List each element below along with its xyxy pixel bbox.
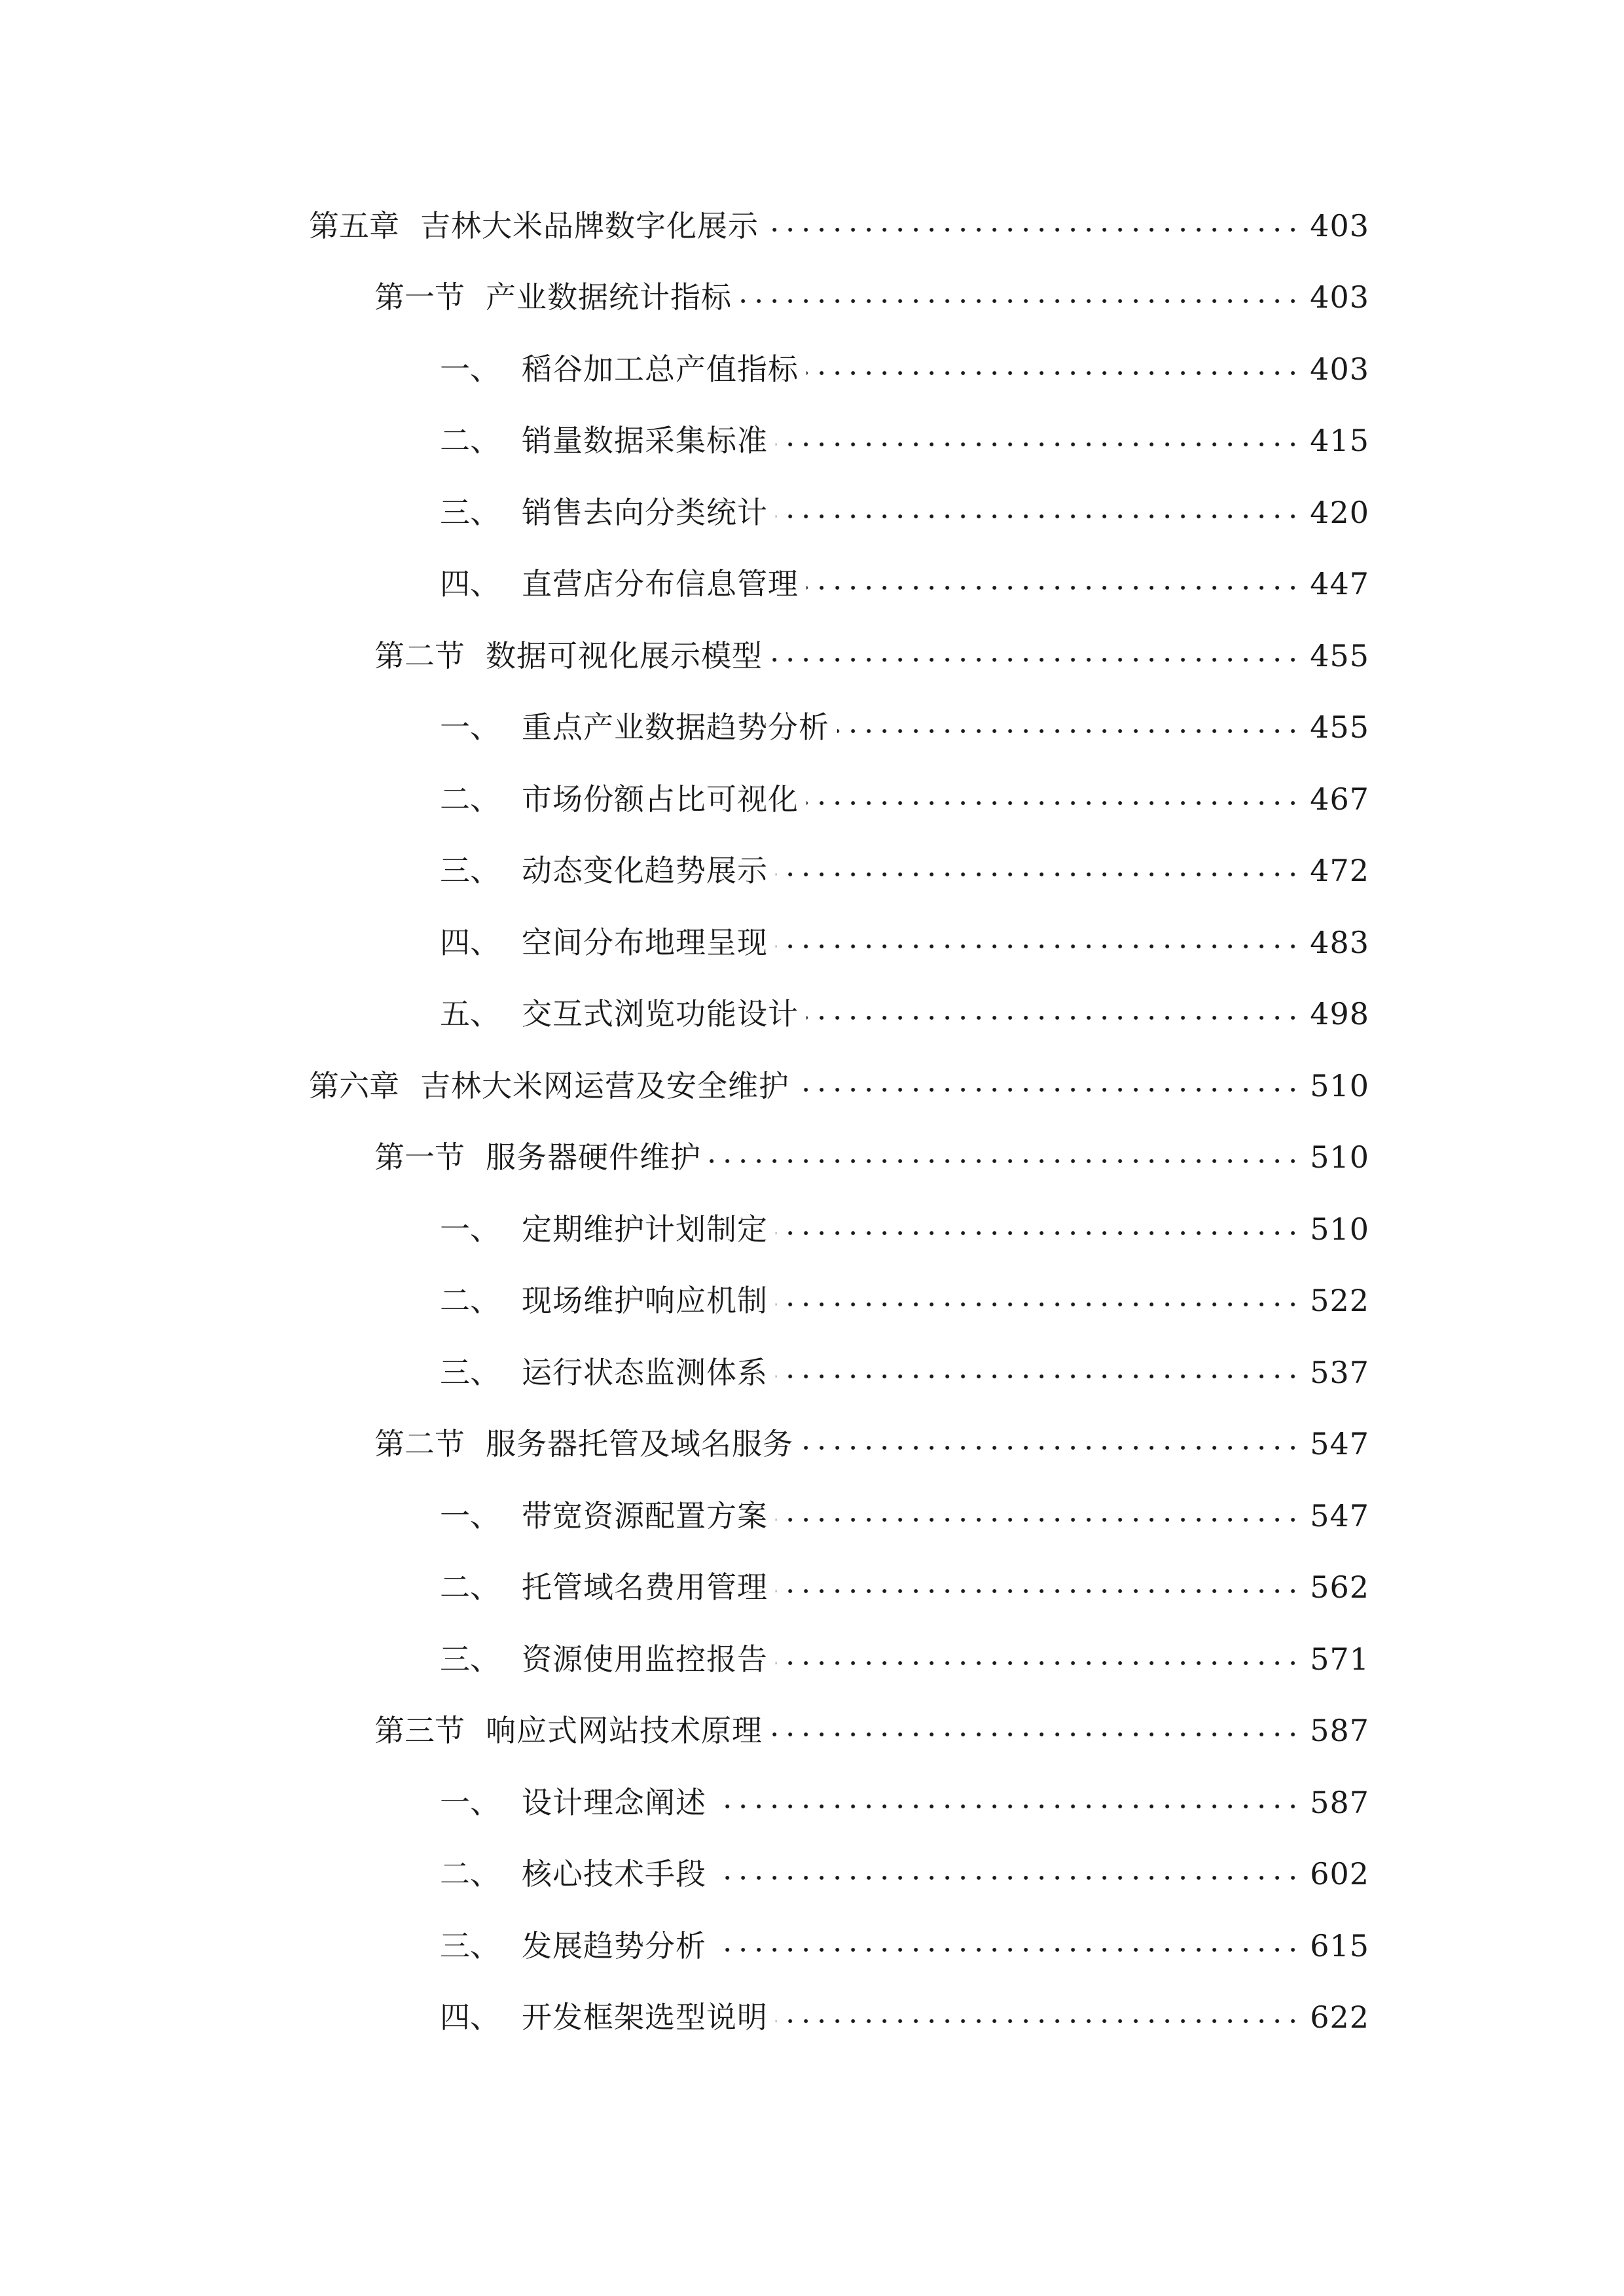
toc-subsection-entry[interactable] [0,978,1624,1050]
toc-subsection-entry[interactable] [0,1767,1624,1839]
dot-leader [740,282,1301,312]
dot-leader [837,712,1301,742]
toc-entry-page-number: 403 [1310,351,1369,387]
toc-entry-title: 托管域名费用管理 [522,1570,768,1605]
toc-entry-title: 设计理念阐述 [522,1784,706,1820]
toc-entry-number: 四、 [440,924,500,960]
toc-entry-number: 三、 [440,1641,500,1677]
toc-entry-line [440,835,1369,907]
toc-subsection-entry[interactable] [0,333,1624,405]
toc-entry-page-number: 472 [1310,853,1369,889]
toc-entry-number: 一、 [440,1498,500,1534]
toc-entry-title: 交互式浏览功能设计 [522,996,799,1032]
toc-entry-line [440,1767,1369,1839]
dot-leader [714,1931,1301,1961]
toc-subsection-entry[interactable] [0,692,1624,764]
toc-entry-title: 资源使用监控报告 [522,1641,768,1677]
dot-leader [776,425,1301,456]
dot-leader [797,1071,1301,1101]
toc-entry-number: 二、 [440,1283,500,1319]
dot-leader [806,784,1301,814]
toc-entry-title: 开发框架选型说明 [522,2000,768,2036]
toc-entry-page-number: 403 [1310,207,1369,243]
dot-leader [709,1142,1301,1172]
toc-entry-page-number: 415 [1310,423,1369,459]
toc-entry-page-number: 537 [1310,1354,1369,1390]
dot-leader [801,1429,1301,1459]
dot-leader [770,1715,1301,1746]
toc-subsection-entry[interactable] [0,1480,1624,1552]
dot-leader [776,1572,1301,1602]
toc-entry-title: 吉林大米品牌数字化展示 [420,207,759,243]
toc-entry-title: 销量数据采集标准 [522,423,768,459]
toc-entry-page-number: 510 [1310,1211,1369,1247]
toc-entry-line [374,1408,1369,1480]
toc-entry-page-number: 510 [1310,1139,1369,1175]
dot-leader [806,354,1301,384]
toc-entry-number: 第一节 [374,279,465,315]
dot-leader [776,1214,1301,1244]
dot-leader [714,1859,1301,1889]
toc-subsection-entry[interactable] [0,476,1624,548]
toc-entry-number: 第二节 [374,1426,465,1462]
toc-subsection-entry[interactable] [0,1839,1624,1910]
toc-entry-line [440,1839,1369,1910]
toc-entry-number: 二、 [440,423,500,459]
toc-entry-number: 一、 [440,1784,500,1820]
toc-entry-title: 动态变化趋势展示 [522,853,768,889]
toc-entry-line [440,978,1369,1050]
toc-entry-title: 定期维护计划制定 [522,1211,768,1247]
toc-entry-number: 四、 [440,2000,500,2036]
dot-leader [776,1285,1301,1316]
table-of-contents [0,190,1624,2053]
toc-entry-title: 重点产业数据趋势分析 [522,709,829,745]
toc-entry-line [440,1336,1369,1408]
toc-entry-line [374,262,1369,334]
toc-entry-title: 发展趋势分析 [522,1928,706,1964]
toc-entry-title: 运行状态监测体系 [522,1354,768,1390]
toc-entry-page-number: 483 [1310,924,1369,960]
toc-entry-line [440,1910,1369,1982]
toc-entry-number: 三、 [440,1354,500,1390]
toc-entry-title: 带宽资源配置方案 [522,1498,768,1534]
toc-entry-line [440,1982,1369,2054]
toc-entry-line [309,190,1369,262]
toc-entry-page-number: 547 [1310,1498,1369,1534]
toc-entry-line [440,548,1369,620]
toc-entry-number: 一、 [440,1211,500,1247]
toc-subsection-entry[interactable] [0,405,1624,477]
toc-entry-line [309,1050,1369,1122]
toc-entry-title: 吉林大米网运营及安全维护 [420,1067,789,1103]
toc-entry-line [440,405,1369,477]
toc-entry-number: 第一节 [374,1139,465,1175]
toc-entry-title: 响应式网站技术原理 [486,1713,763,1749]
toc-entry-page-number: 467 [1310,781,1369,817]
toc-entry-number: 第三节 [374,1713,465,1749]
toc-entry-number: 第六章 [309,1067,399,1103]
dot-leader [714,1787,1301,1818]
toc-entry-title: 空间分布地理呈现 [522,924,768,960]
toc-entry-line [440,1480,1369,1552]
toc-subsection-entry[interactable] [0,1193,1624,1265]
toc-subsection-entry[interactable] [0,763,1624,835]
dot-leader [770,641,1301,671]
toc-subsection-entry[interactable] [0,1336,1624,1408]
toc-entry-title: 服务器托管及域名服务 [486,1426,793,1462]
toc-entry-title: 核心技术手段 [522,1856,706,1892]
toc-entry-line [374,620,1369,692]
toc-subsection-entry[interactable] [0,1552,1624,1624]
toc-entry-title: 稻谷加工总产值指标 [522,351,799,387]
toc-subsection-entry[interactable] [0,1982,1624,2054]
toc-entry-number: 第二节 [374,637,465,673]
toc-entry-title: 直营店分布信息管理 [522,566,799,602]
toc-entry-page-number: 510 [1310,1067,1369,1103]
toc-subsection-entry[interactable] [0,1623,1624,1695]
dot-leader [776,2002,1301,2032]
toc-entry-title: 服务器硬件维护 [486,1139,701,1175]
toc-entry-page-number: 571 [1310,1641,1369,1677]
dot-leader [776,855,1301,886]
toc-entry-number: 第五章 [309,207,399,243]
toc-entry-number: 五、 [440,996,500,1032]
toc-section-entry[interactable] [0,262,1624,334]
toc-entry-line [374,1122,1369,1194]
toc-entry-number: 四、 [440,566,500,602]
dot-leader [776,1357,1301,1388]
toc-entry-line [440,333,1369,405]
toc-entry-number: 三、 [440,494,500,530]
toc-entry-number: 一、 [440,709,500,745]
dot-leader [767,211,1301,241]
toc-entry-line [440,1265,1369,1337]
toc-subsection-entry[interactable] [0,1910,1624,1982]
toc-entry-number: 三、 [440,853,500,889]
toc-entry-number: 二、 [440,781,500,817]
toc-entry-line [374,1695,1369,1767]
toc-entry-number: 三、 [440,1928,500,1964]
toc-entry-page-number: 602 [1310,1856,1369,1892]
toc-entry-page-number: 562 [1310,1570,1369,1605]
dot-leader [776,1644,1301,1674]
toc-entry-line [440,906,1369,978]
toc-chapter-entry[interactable] [0,1050,1624,1122]
toc-entry-title: 数据可视化展示模型 [486,637,763,673]
toc-entry-page-number: 622 [1310,2000,1369,2036]
toc-entry-title: 销售去向分类统计 [522,494,768,530]
toc-section-entry[interactable] [0,1122,1624,1194]
toc-entry-number: 二、 [440,1570,500,1605]
toc-entry-line [440,1552,1369,1624]
dot-leader [776,927,1301,958]
toc-section-entry[interactable] [0,1408,1624,1480]
toc-subsection-entry[interactable] [0,548,1624,620]
toc-entry-page-number: 587 [1310,1784,1369,1820]
toc-entry-page-number: 498 [1310,996,1369,1032]
toc-entry-number: 一、 [440,351,500,387]
toc-entry-line [440,763,1369,835]
toc-entry-title: 现场维护响应机制 [522,1283,768,1319]
dot-leader [806,999,1301,1029]
toc-entry-page-number: 615 [1310,1928,1369,1964]
dot-leader [806,569,1301,599]
toc-entry-line [440,692,1369,764]
toc-entry-line [440,1193,1369,1265]
toc-entry-page-number: 522 [1310,1283,1369,1319]
toc-entry-title: 产业数据统计指标 [486,279,732,315]
toc-section-entry[interactable] [0,1695,1624,1767]
dot-leader [776,497,1301,528]
toc-entry-page-number: 547 [1310,1426,1369,1462]
toc-chapter-entry[interactable] [0,190,1624,262]
toc-entry-page-number: 420 [1310,494,1369,530]
dot-leader [776,1501,1301,1531]
toc-entry-page-number: 455 [1310,637,1369,673]
toc-subsection-entry[interactable] [0,1265,1624,1337]
toc-entry-page-number: 587 [1310,1713,1369,1749]
toc-entry-title: 市场份额占比可视化 [522,781,799,817]
toc-subsection-entry[interactable] [0,906,1624,978]
toc-entry-page-number: 447 [1310,566,1369,602]
toc-entry-line [440,1623,1369,1695]
toc-subsection-entry[interactable] [0,835,1624,907]
toc-entry-number: 二、 [440,1856,500,1892]
toc-entry-page-number: 455 [1310,709,1369,745]
toc-section-entry[interactable] [0,620,1624,692]
toc-entry-line [440,476,1369,548]
toc-entry-page-number: 403 [1310,279,1369,315]
